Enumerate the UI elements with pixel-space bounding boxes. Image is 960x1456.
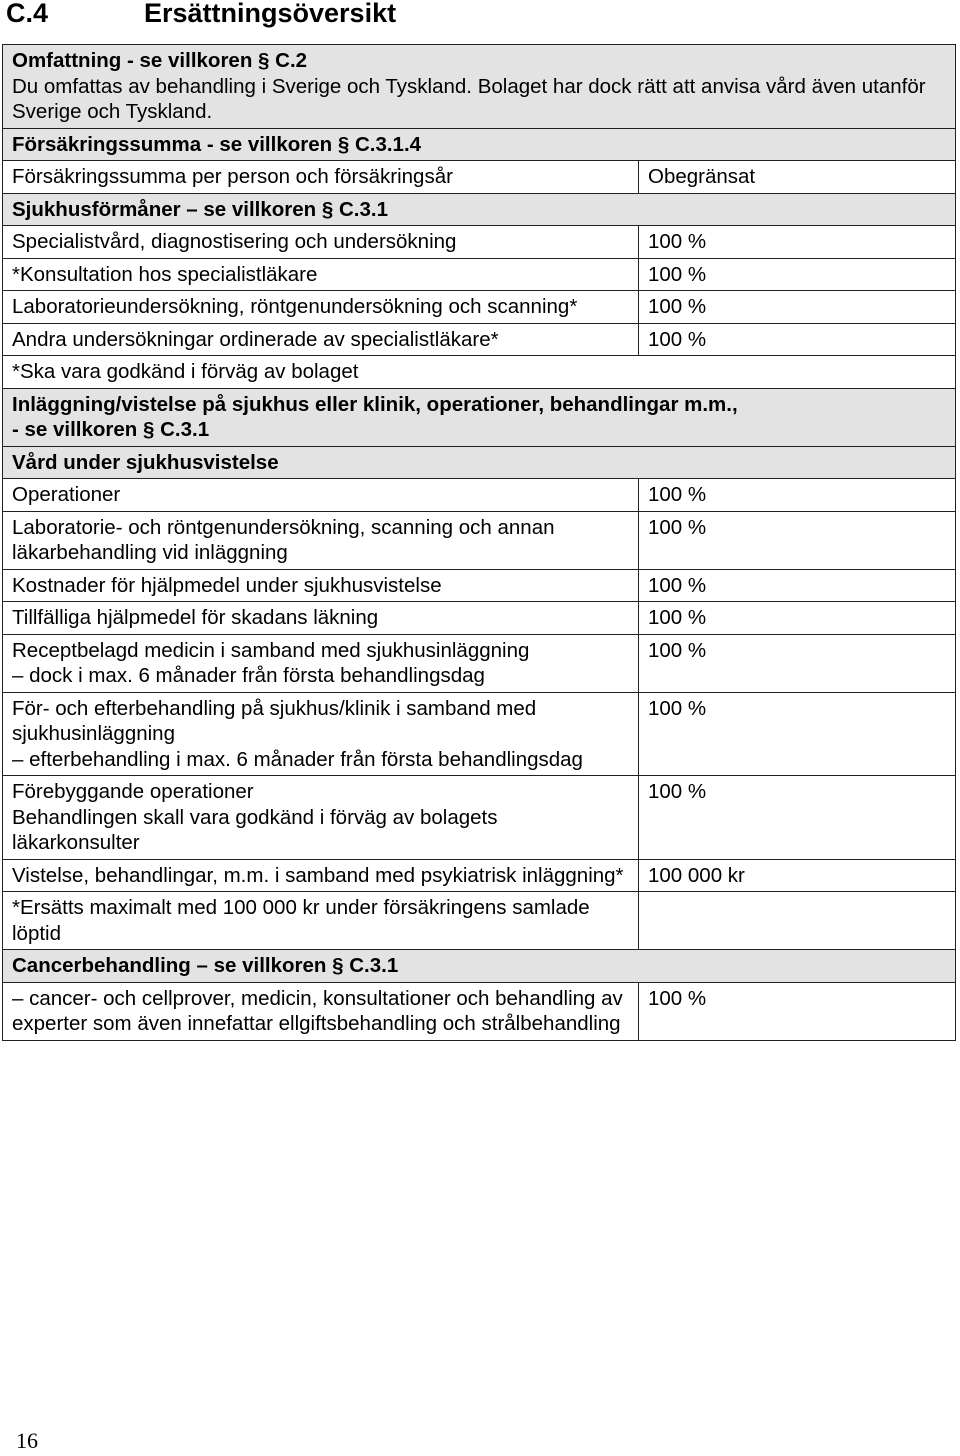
- row-label-line: För- och efterbehandling på sjukhus/klinik i samband med sjukhusinläggning: [12, 696, 537, 745]
- hospital-benefits-title: Sjukhusförmåner – se villkoren § C.3.1: [3, 193, 956, 226]
- row-label-line: Tillfälliga hjälpmedel för skadans läkning: [12, 606, 379, 629]
- row-label-line: Kostnader för hjälpmedel under sjukhusvistelse: [12, 573, 442, 597]
- admission-title-line-2: - se villkoren § C.3.1: [12, 418, 210, 441]
- row-label: [3, 569, 639, 602]
- page-number: 16: [16, 1428, 38, 1453]
- row-label: Specialistvård, diagnostisering och undersökning: [3, 226, 639, 259]
- section-title: Ersättningsöversikt: [144, 0, 397, 28]
- row-label: [3, 692, 639, 776]
- admission-title-line-1: Inläggning/vistelse på sjukhus eller klinik, operationer, behandlingar m.m.,: [12, 392, 738, 416]
- scope-cell: [3, 45, 956, 129]
- scope-text: Du omfattas av behandling i Sverige och Tyskland. Bolaget har dock rätt att anvisa vård även utanför Sverige och Tyskland.: [12, 74, 926, 123]
- cancer-text: – cancer- och cellprover, medicin, konsultationer och behandling av experter som även innefattar ellgiftsbehandling och strålbehandling: [3, 982, 639, 1040]
- row-label: [3, 776, 639, 860]
- table-row: [3, 226, 956, 259]
- row-value: 100 %: [639, 479, 956, 512]
- row-value: 100 %: [639, 569, 956, 602]
- row-label-line: Receptbelagd medicin i samband med sjukhusinläggning: [12, 638, 530, 662]
- row-value: 100 %: [639, 291, 956, 324]
- cancer-value: 100 %: [639, 982, 956, 1040]
- row-value: [639, 892, 956, 950]
- table-row: [3, 323, 956, 356]
- admission-title-cell: [3, 388, 956, 446]
- row-label-line: Behandlingen skall vara godkänd i förväg av bolagets läkarkonsulter: [12, 805, 498, 854]
- row-label-line: – efterbehandling i max. 6 månader från första behandlingsdag: [12, 747, 583, 771]
- table-row: [3, 258, 956, 291]
- section-number: C.4: [6, 0, 49, 28]
- table-row: [3, 859, 956, 892]
- table-row: [3, 776, 956, 860]
- row-value: 100 000 kr: [639, 859, 956, 892]
- row-label-line: Vistelse, behandlingar, m.m. i samband med psykiatrisk inläggning*: [12, 863, 624, 887]
- table-row: [3, 692, 956, 776]
- row-value: 100 %: [639, 634, 956, 692]
- cancer-title: Cancerbehandling – se villkoren § C.3.1: [3, 950, 956, 983]
- row-label: [3, 634, 639, 692]
- table-row: [3, 569, 956, 602]
- table-row: [3, 511, 956, 569]
- row-label: *Konsultation hos specialistläkare: [3, 258, 639, 291]
- row-label: Laboratorieundersökning, röntgenundersökning och scanning*: [3, 291, 639, 324]
- row-label: [3, 602, 639, 635]
- row-label: [3, 859, 639, 892]
- row-label: [3, 892, 639, 950]
- sum-insured-title: Försäkringssumma - se villkoren § C.3.1.4: [3, 128, 956, 161]
- row-value: 100 %: [639, 776, 956, 860]
- table-row: [3, 479, 956, 512]
- approval-note: *Ska vara godkänd i förväg av bolaget: [3, 356, 956, 389]
- row-label-line: Operationer: [12, 483, 121, 506]
- row-value: 100 %: [639, 692, 956, 776]
- table-row: [3, 291, 956, 324]
- sum-insured-label: Försäkringssumma per person och försäkringsår: [3, 161, 639, 194]
- table-row: [3, 602, 956, 635]
- row-label: [3, 479, 639, 512]
- row-value: 100 %: [639, 511, 956, 569]
- row-value: 100 %: [639, 602, 956, 635]
- row-value: 100 %: [639, 258, 956, 291]
- table-row: [3, 634, 956, 692]
- row-value: 100 %: [639, 323, 956, 356]
- row-label: Andra undersökningar ordinerade av specialistläkare*: [3, 323, 639, 356]
- compensation-table: [2, 44, 956, 1041]
- table-row: [3, 892, 956, 950]
- row-label-line: Laboratorie- och röntgenundersökning, scanning och annan läkarbehandling vid inläggning: [12, 515, 555, 564]
- row-label-line: *Ersätts maximalt med 100 000 kr under försäkringens samlade löptid: [12, 896, 590, 945]
- section-heading: [6, 0, 396, 29]
- row-value: 100 %: [639, 226, 956, 259]
- table-row: [3, 982, 956, 1040]
- scope-title: Omfattning - se villkoren § C.2: [12, 49, 308, 72]
- row-label: [3, 511, 639, 569]
- row-label-line: – dock i max. 6 månader från första behandlingsdag: [12, 664, 485, 687]
- sum-insured-value: Obegränsat: [639, 161, 956, 194]
- hospital-stay-subtitle: Vård under sjukhusvistelse: [3, 446, 956, 479]
- row-label-line: Förebyggande operationer: [12, 780, 254, 803]
